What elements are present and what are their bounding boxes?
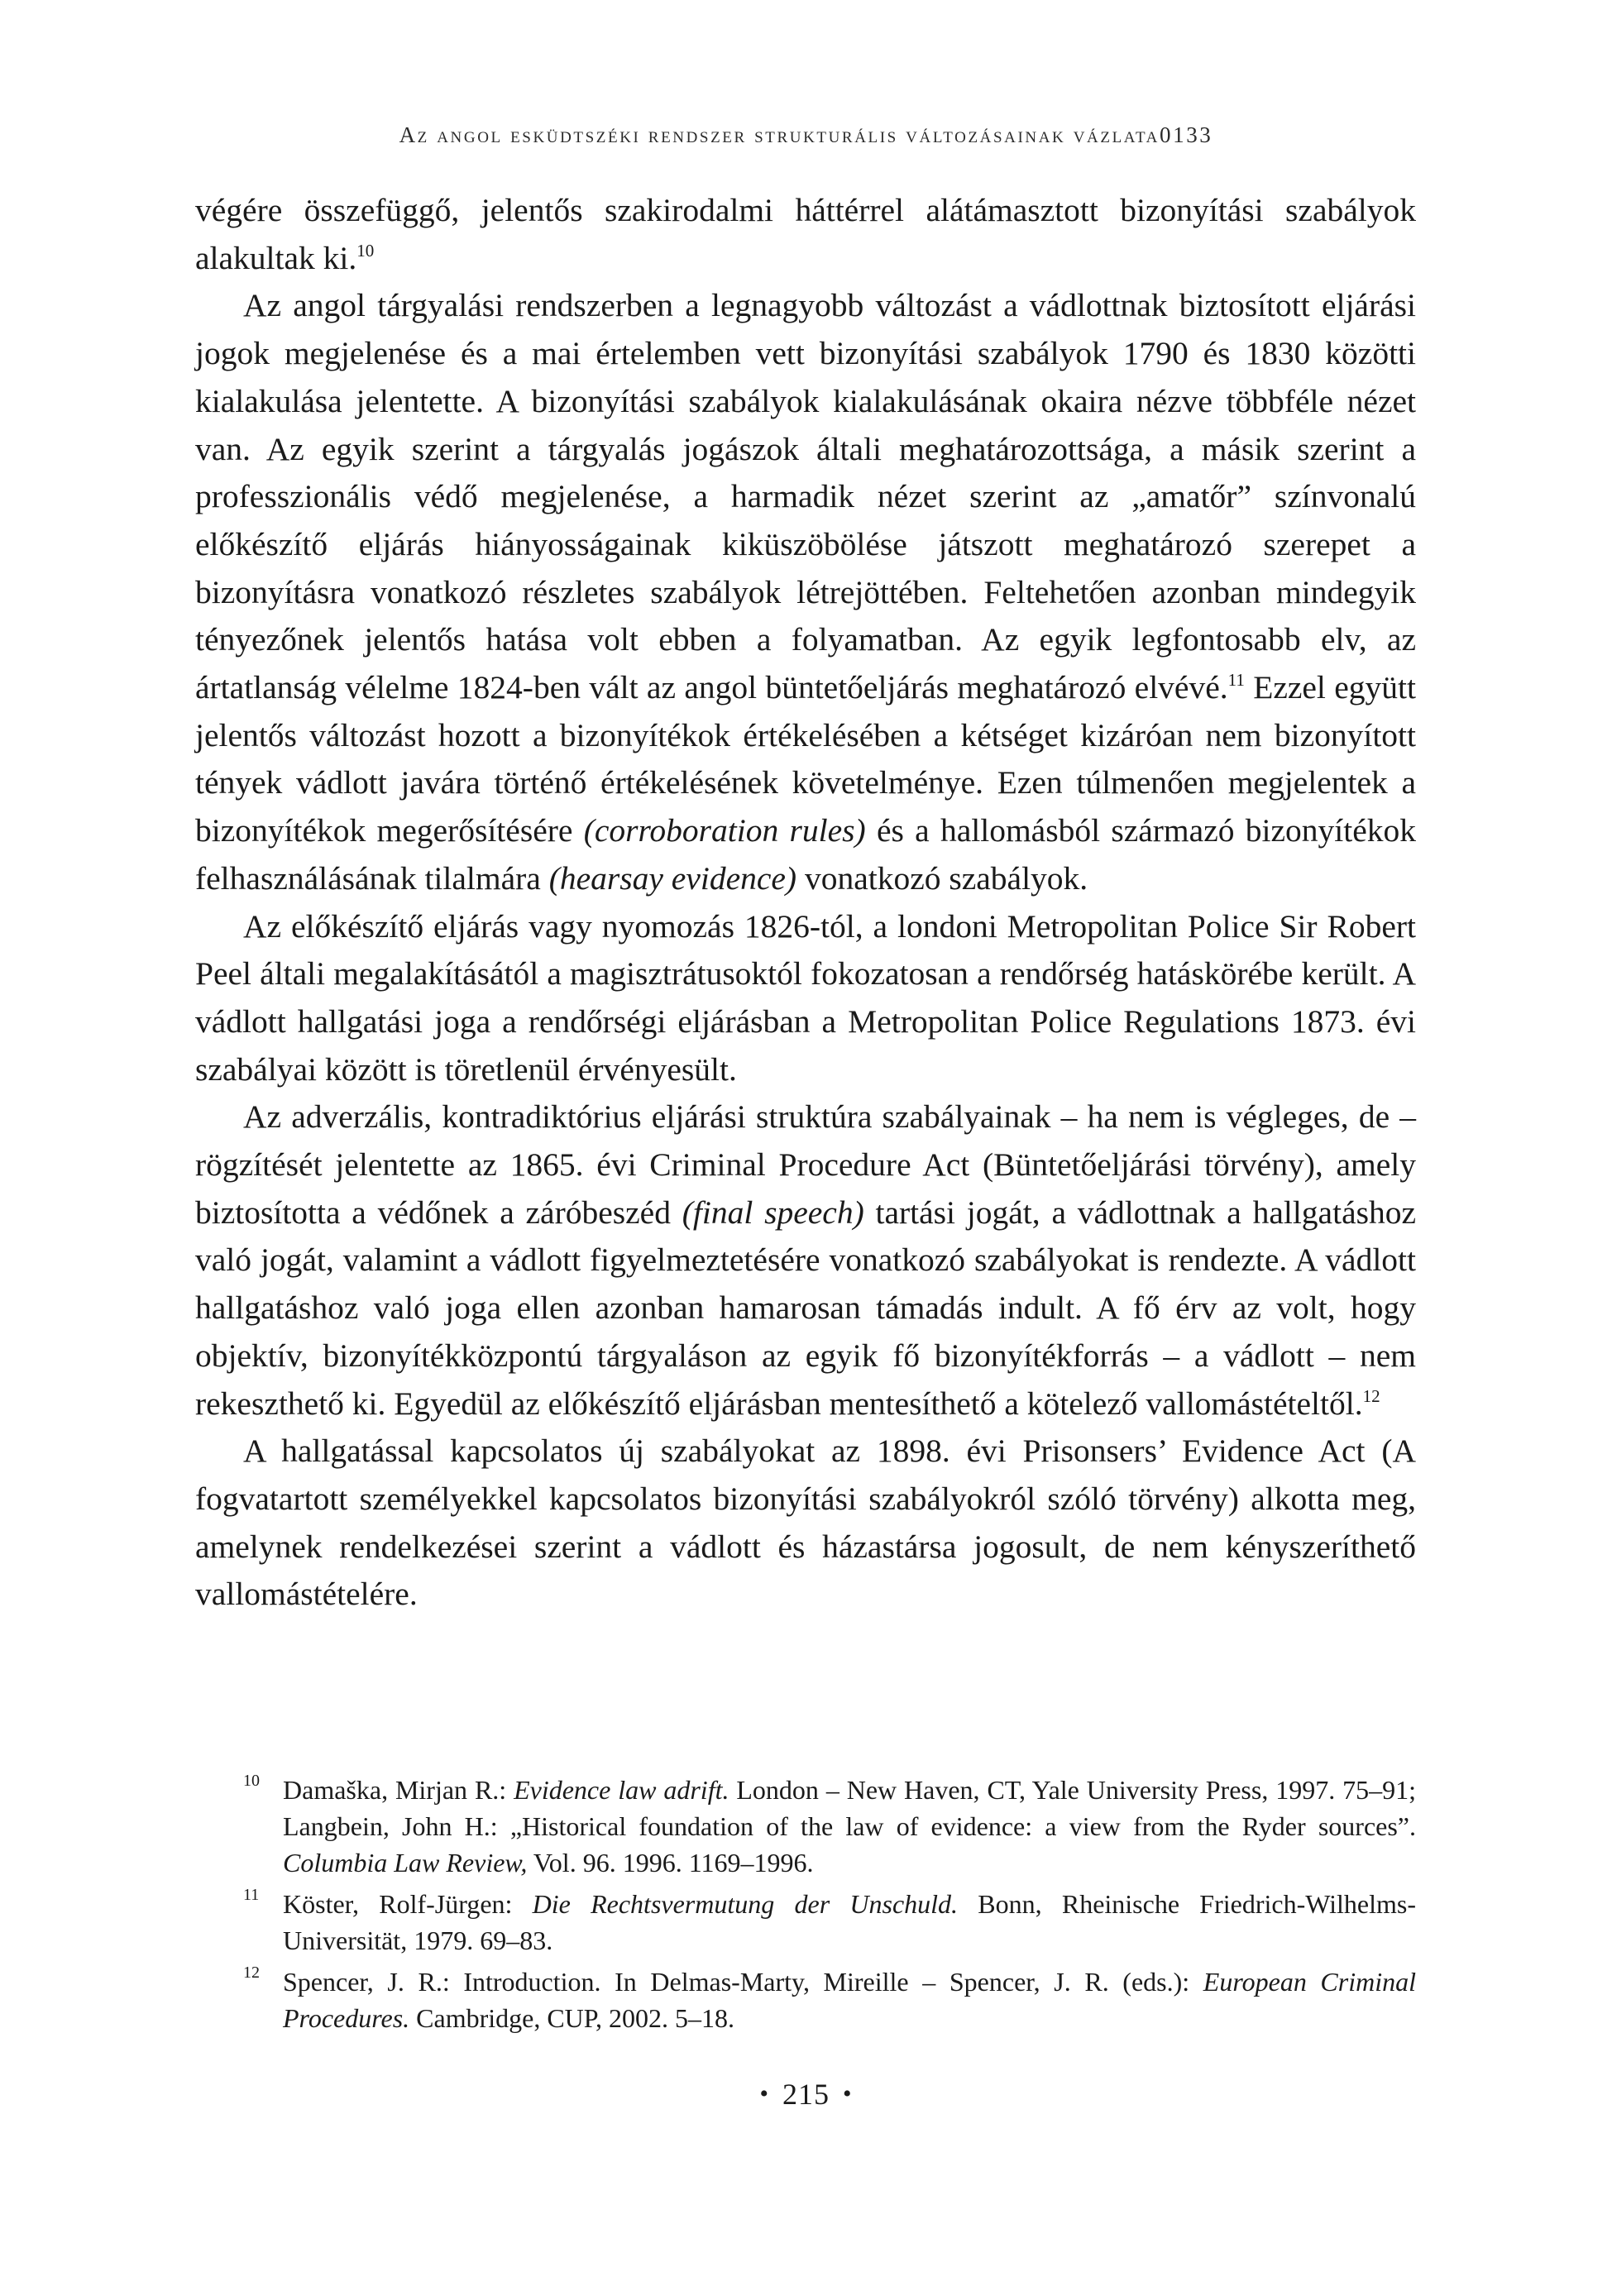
footnote xyxy=(243,1772,1416,1881)
footnote-text: Cambridge, CUP, 2002. 5–18. xyxy=(409,2003,735,2033)
footnote-ref[interactable]: 12 xyxy=(1362,1385,1380,1406)
italic-term: (corroboration rules) xyxy=(583,812,866,849)
page-number-value: 215 xyxy=(782,2078,830,2111)
paragraph xyxy=(195,1428,1416,1619)
footnote-text: Köster, Rolf-Jürgen: xyxy=(283,1889,533,1919)
italic-term: (final speech) xyxy=(682,1193,864,1231)
footnote-title: Evidence law adrift. xyxy=(514,1775,729,1805)
bullet-left: • xyxy=(759,2080,769,2107)
paragraph xyxy=(195,282,1416,902)
paragraph xyxy=(195,187,1416,282)
running-header xyxy=(0,122,1612,148)
running-title: Az angol esküdtszéki rendszer strukturális változásainak vázlata xyxy=(399,122,1160,147)
paragraph xyxy=(195,903,1416,1094)
running-page-ref: 0133 xyxy=(1160,122,1213,147)
paragraph-text: tartási jogát, a vádlottnak a hallgatáshoz való jogát, valamint a vádlott figyelmeztetésére vonatkozó szabályokat is rendezte. A vádlott hallgatáshoz való joga ellen azonban hamarosan támadás indult. A fő érv az volt, hogy objektív, bizonyítékközpontú tárgyaláson az egyik fő bizonyítékforrás – a vádlott – nem rekeszthető ki. Egyedül az előkészítő eljárásban mentesíthető a kötelező vallomástételtől. xyxy=(195,1193,1416,1422)
paragraph-text: Az előkészítő eljárás vagy nyomozás 1826-tól, a londoni Metropolitan Police Sir Robert Peel általi megalakításától a magisztrátusoktól fokozatosan a rendőrség hatáskörébe került. A vádlott hallgatási joga a rendőrségi eljárásban a Metropolitan Police Regulations 1873. évi szabályai között is töretlenül érvényesült. xyxy=(195,907,1416,1088)
paragraph-text: végére összefüggő, jelentős szakirodalmi háttérrel alátámasztott bizonyítási szabályok alakultak ki. xyxy=(195,192,1416,276)
footnote xyxy=(243,1886,1416,1959)
footnote xyxy=(243,1964,1416,2036)
footnote-title: European Criminal Procedures. xyxy=(283,1967,1417,2033)
paragraph-text: Ezzel együtt jelentős változást hozott a bizonyítékok értékelésében a kétséget kizáróan nem bizonyított tények vádlott javára történő értékelésének követelménye. Ezen túlmenően megjelentek a bizonyítékok megerősítésére xyxy=(195,669,1416,849)
footnote-ref[interactable]: 11 xyxy=(1227,670,1245,691)
bullet-right: • xyxy=(843,2080,853,2107)
main-text xyxy=(195,187,1416,1619)
footnote-text: Vol. 96. 1996. 1169–1996. xyxy=(527,1848,814,1877)
italic-term: (hearsay evidence) xyxy=(548,859,797,897)
footnote-ref[interactable]: 10 xyxy=(356,240,375,261)
paragraph-text: Az angol tárgyalási rendszerben a legnagyobb változást a vádlottnak biztosított eljárási jogok megjelenése és a mai értelemben vett bizonyítási szabályok 1790 és 1830 közötti kialakulása jelentette. A bizonyítási szabályok kialakulásának okaira nézve többféle nézet van. Az egyik szerint a tárgyalás jogászok általi meghatározottsága, a másik szerint a professzionális védő megjelenése, a harmadik nézet szerint az „amatőr” színvonalú előkészítő eljárás hiányosságainak kiküszöbölése játszott meghatározó szerepet a bizonyításra vonatkozó részletes szabályok létrejöttében. Feltehetően azonban mindegyik tényezőnek jelentős hatása volt ebben a folyamatban. Az egyik legfontosabb elv, az ártatlanság vélelme 1824-ben vált az angol büntetőeljárás meghatározó elvévé. xyxy=(195,287,1416,706)
paragraph xyxy=(195,1093,1416,1428)
footnote-text: Damaška, Mirjan R.: xyxy=(283,1775,514,1805)
footnotes xyxy=(243,1772,1416,2041)
footnote-text: London – New Haven, CT, Yale University Press, 1997. 75–91; Langbein, John H.: „Historical foundation of the law of evidence: a view from the Ryder sources”. xyxy=(283,1775,1417,1841)
paragraph-text: Az adverzális, kontradiktórius eljárási struktúra szabályainak – ha nem is végleges, de – rögzítését jelentette az 1865. évi Criminal Procedure Act (Büntetőeljárási törvény), amely biztosította a védőnek a záróbeszéd xyxy=(195,1098,1416,1231)
paragraph-text: vonatkozó szabályok. xyxy=(796,859,1088,897)
footnote-text: Spencer, J. R.: Introduction. In Delmas-Marty, Mireille – Spencer, J. R. (eds.): xyxy=(283,1967,1203,1997)
footnote-title: Die Rechtsvermutung der Unschuld. xyxy=(532,1889,959,1919)
paragraph-text: A hallgatással kapcsolatos új szabályokat az 1898. évi Prisonsers’ Evidence Act (A fogvatartott személyekkel kapcsolatos bizonyítási szabályokról szóló törvény) alkotta meg, amelynek rendelkezései szerint a vádlott és házastársa jogosult, de nem kényszeríthető vallomástételére. xyxy=(195,1433,1416,1613)
footnote-title: Columbia Law Review, xyxy=(283,1848,528,1877)
footnote-number: 11 xyxy=(243,1886,260,1904)
footnote-text: Bonn, Rheinische Friedrich-Wilhelms-Universität, 1979. 69–83. xyxy=(283,1889,1417,1955)
paragraph-text: és a hallomásból származó bizonyítékok felhasználásának tilalmára xyxy=(195,812,1416,897)
page-number xyxy=(0,2077,1612,2112)
footnote-number: 12 xyxy=(243,1964,260,1982)
footnote-number: 10 xyxy=(243,1772,260,1790)
